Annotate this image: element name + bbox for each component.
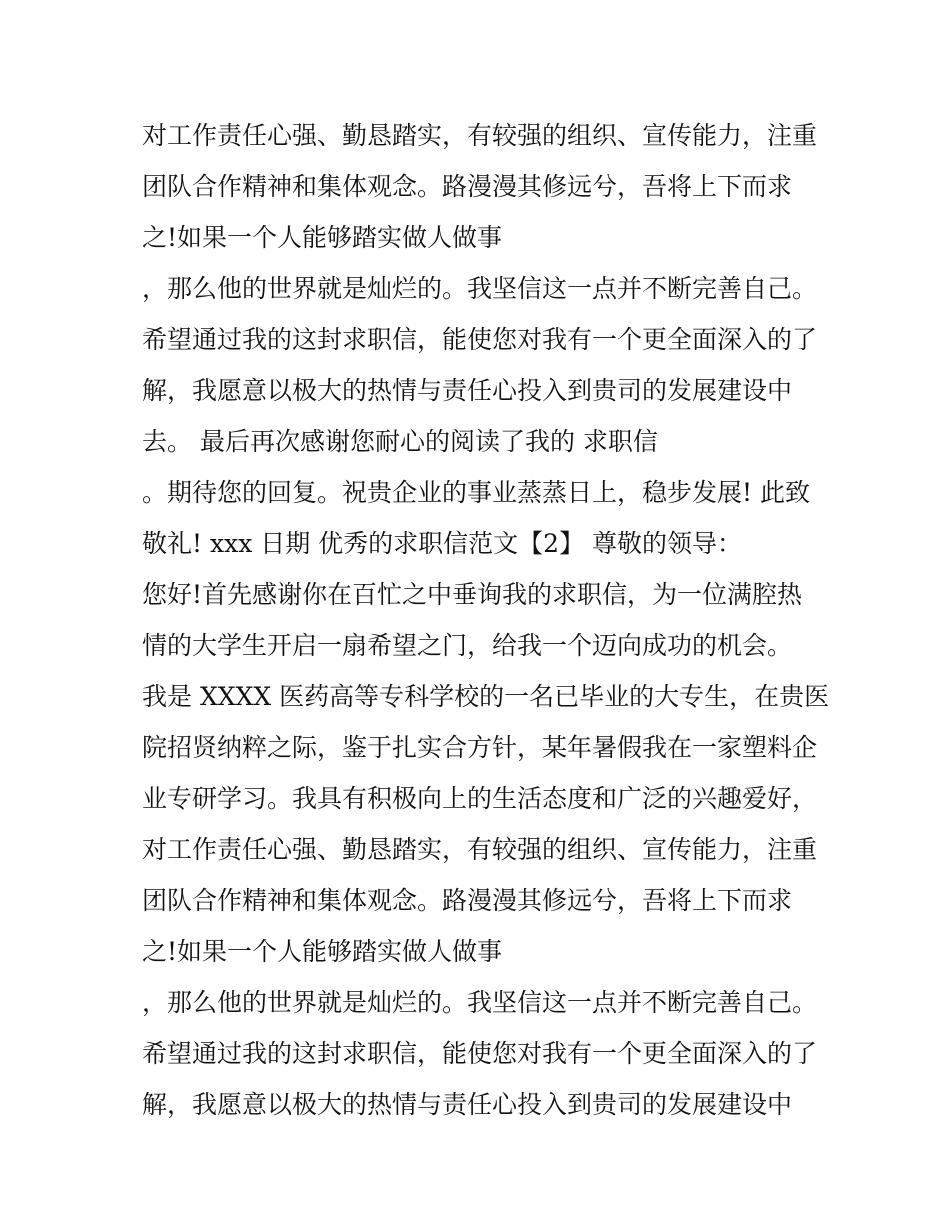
text-line: ，那么他的世界就是灿烂的。我坚信这一点并不断完善自己。	[142, 988, 818, 1017]
text-line: 之!如果一个人能够踏实做人做事	[142, 223, 503, 252]
document-body	[142, 110, 832, 1130]
text-line: 敬礼! xxx 日期 优秀的求职信范文【2】 尊敬的领导：	[142, 529, 743, 558]
text-line: 。期待您的回复。祝贵企业的事业蒸蒸日上，稳步发展! 此致	[142, 478, 810, 507]
text-line: 希望通过我的这封求职信，能使您对我有一个更全面深入的了	[142, 325, 818, 354]
text-line: 我是 XXXX 医药高等专科学校的一名已毕业的大专生，在贵医	[142, 682, 830, 711]
text-line: 解，我愿意以极大的热情与责任心投入到贵司的发展建设中	[142, 376, 793, 405]
text-line: 情的大学生开启一扇希望之门，给我一个迈向成功的机会。	[142, 631, 793, 660]
text-line: 业专研学习。我具有积极向上的生活态度和广泛的兴趣爱好，	[142, 784, 818, 813]
text-line: 解，我愿意以极大的热情与责任心投入到贵司的发展建设中	[142, 1090, 793, 1119]
text-line: ，那么他的世界就是灿烂的。我坚信这一点并不断完善自己。	[142, 274, 818, 303]
text-line: 之!如果一个人能够踏实做人做事	[142, 937, 503, 966]
text-line: 对工作责任心强、勤恳踏实，有较强的组织、宣传能力，注重	[142, 121, 818, 150]
text-line: 希望通过我的这封求职信，能使您对我有一个更全面深入的了	[142, 1039, 818, 1068]
text-line: 团队合作精神和集体观念。路漫漫其修远兮，吾将上下而求	[142, 172, 793, 201]
text-line: 团队合作精神和集体观念。路漫漫其修远兮，吾将上下而求	[142, 886, 793, 915]
text-line: 去。 最后再次感谢您耐心的阅读了我的 求职信	[142, 427, 658, 456]
text-line: 院招贤纳粹之际，鉴于扎实合方针，某年暑假我在一家塑料企	[142, 733, 818, 762]
text-line: 对工作责任心强、勤恳踏实，有较强的组织、宣传能力，注重	[142, 835, 818, 864]
text-line: 您好!首先感谢你在百忙之中垂询我的求职信，为一位满腔热	[142, 580, 803, 609]
